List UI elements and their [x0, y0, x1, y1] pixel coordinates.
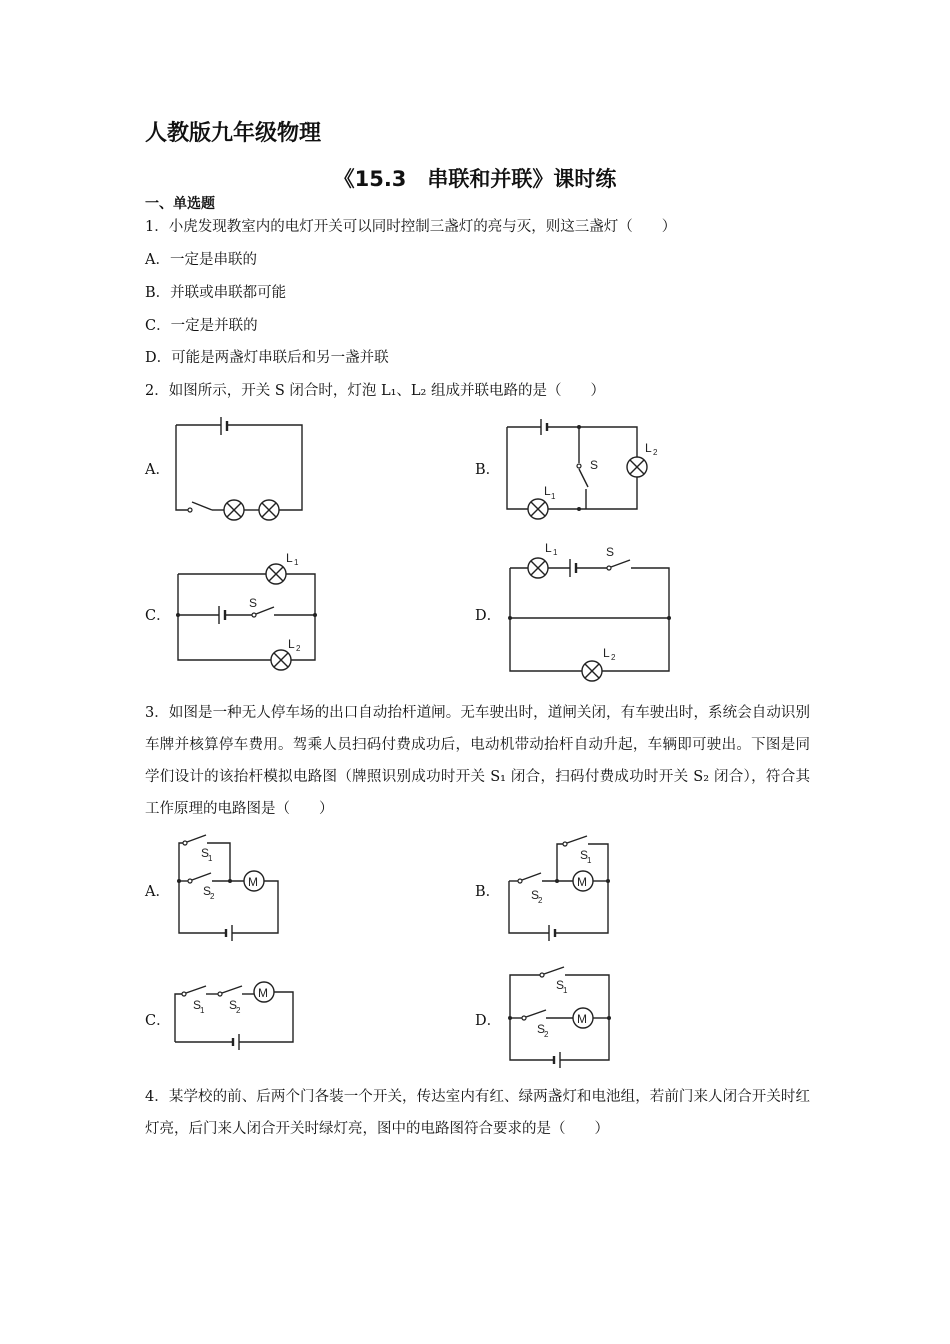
svg-text:L: L: [288, 637, 295, 651]
svg-text:S: S: [193, 998, 202, 1012]
svg-text:S: S: [580, 848, 589, 862]
question-1-option-c: C．一定是并联的: [145, 318, 258, 334]
svg-text:2: 2: [236, 1006, 241, 1015]
circuit-2b: [500, 405, 680, 530]
question-2-label-d: D．: [475, 608, 502, 624]
svg-text:S: S: [201, 846, 210, 860]
circuit-2a: [170, 405, 320, 530]
circuit-3d: [500, 960, 620, 1070]
svg-text:L: L: [286, 551, 293, 565]
svg-text:1: 1: [563, 986, 568, 995]
question-4-stem: 4．某学校的前、后两个门各装一个开关，传达室内有红、绿两盏灯和电池组，若前门来人闭合开关时红灯亮，后门来人闭合开关时绿灯亮，图中的电路图符合要求的是（ ）: [145, 1089, 810, 1137]
svg-text:2: 2: [296, 644, 301, 653]
question-1-option-d: D．可能是两盏灯串联后和另一盏并联: [145, 350, 389, 366]
question-3-label-b: B．: [475, 884, 501, 900]
svg-text:M: M: [258, 986, 268, 1000]
svg-text:S: S: [229, 998, 238, 1012]
question-1-stem: 1．小虎发现教室内的电灯开关可以同时控制三盏灯的亮与灭，则这三盏灯（ ）: [145, 219, 677, 235]
svg-text:1: 1: [208, 854, 213, 863]
svg-text:S: S: [531, 888, 540, 902]
svg-text:S: S: [249, 596, 258, 610]
svg-text:2: 2: [611, 653, 616, 662]
svg-text:L: L: [603, 646, 610, 660]
svg-text:1: 1: [587, 856, 592, 865]
svg-text:1: 1: [553, 548, 558, 557]
question-2-label-a: A．: [145, 462, 170, 478]
circuit-3a: [170, 828, 290, 948]
question-3-label-c: C．: [145, 1013, 171, 1029]
section-heading: 一、单选题: [145, 196, 215, 212]
question-2-label-b: B．: [475, 462, 501, 478]
circuit-3b: [500, 828, 620, 948]
question-1-option-a: A．一定是串联的: [145, 252, 257, 268]
question-3-label-a: A．: [145, 884, 170, 900]
svg-text:2: 2: [653, 448, 658, 457]
svg-text:M: M: [577, 1012, 587, 1026]
question-2-stem: 2．如图所示，开关 S 闭合时，灯泡 L₁、L₂ 组成并联电路的是（ ）: [145, 383, 605, 399]
lesson-title: 《15.3 串联和并联》课时练: [333, 167, 617, 191]
svg-text:2: 2: [544, 1030, 549, 1039]
page-title: 人教版九年级物理: [145, 121, 322, 146]
svg-text:L: L: [645, 441, 652, 455]
question-3-stem: 3．如图是一种无人停车场的出口自动抬杆道闸。无车驶出时，道闸关闭，有车驶出时，系统会自动识别车牌并核算停车费用。驾乘人员扫码付费成功后，电动机带动抬杆自动升起，车辆即可驶出。下图是同学们设计的该抬杆模拟电路图（牌照识别成功时开关 S₁ 闭合，扫码付费成功时开关 S₂ 闭合），符合其工作原理的电路图是（ ）: [145, 705, 810, 817]
svg-text:1: 1: [294, 558, 299, 567]
svg-text:S: S: [606, 545, 615, 559]
svg-text:S: S: [537, 1022, 546, 1036]
lamp-label-l: L: [544, 484, 551, 498]
svg-text:M: M: [577, 875, 587, 889]
svg-text:2: 2: [538, 896, 543, 905]
circuit-2c: [170, 545, 330, 675]
svg-text:2: 2: [210, 892, 215, 901]
question-3-label-d: D．: [475, 1013, 502, 1029]
svg-text:1: 1: [200, 1006, 205, 1015]
circuit-2d: [500, 540, 680, 690]
motor-label: M: [248, 875, 258, 889]
circuit-3c: [170, 970, 300, 1060]
svg-text:L: L: [545, 541, 552, 555]
question-2-label-c: C．: [145, 608, 171, 624]
question-1-option-b: B．并联或串联都可能: [145, 285, 287, 301]
svg-text:S: S: [556, 978, 565, 992]
switch-label-s: S: [590, 458, 599, 472]
svg-text:1: 1: [551, 492, 556, 501]
svg-text:S: S: [203, 884, 212, 898]
